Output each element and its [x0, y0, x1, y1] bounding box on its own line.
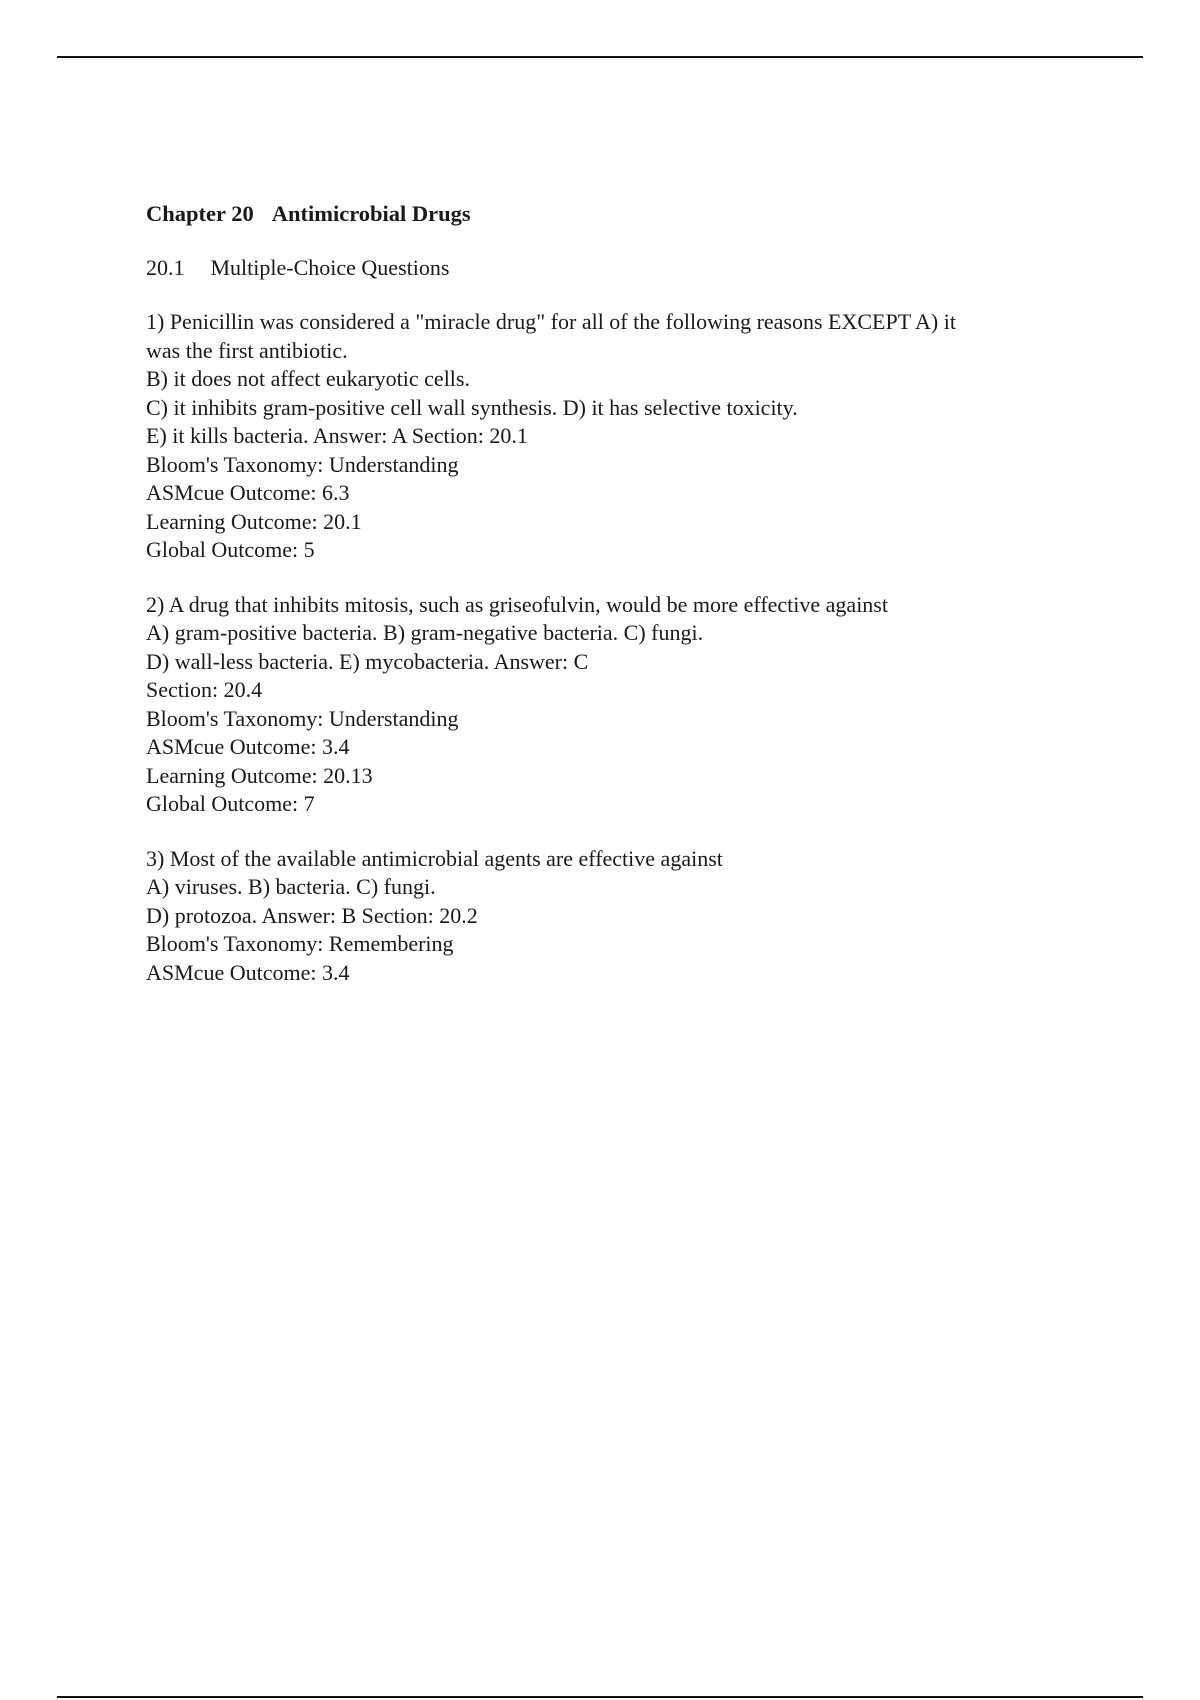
question-line: A) gram-positive bacteria. B) gram-negative bacteria. C) fungi.: [146, 620, 704, 645]
section-title: [146, 254, 1066, 282]
section-number: 20.1: [146, 255, 185, 280]
question-line: was the first antibiotic.: [146, 337, 348, 363]
top-rule: [57, 56, 1143, 58]
chapter-number: Chapter 20: [146, 201, 254, 226]
question-line: Bloom's Taxonomy: Understanding: [146, 705, 459, 731]
question-line: E) it kills bacteria. Answer: A Section: 20.1: [146, 423, 528, 448]
question-line: ASMcue Outcome: 3.4: [146, 734, 350, 759]
document-body: [146, 200, 1066, 987]
question-line: B) it does not affect eukaryotic cells.: [146, 366, 470, 391]
question-line: Section: 20.4: [146, 677, 263, 702]
question-line: 1) Penicillin was considered a "miracle drug" for all of the following reasons EXCEPT A) it: [146, 309, 956, 334]
question-line: ASMcue Outcome: 3.4: [146, 959, 350, 985]
question-line: 3) Most of the available antimicrobial agents are effective against: [146, 845, 723, 871]
question-line: D) protozoa. Answer: B Section: 20.2: [146, 902, 478, 928]
chapter-title: [146, 200, 1066, 228]
question-line: 2) A drug that inhibits mitosis, such as griseofulvin, would be more effective against: [146, 591, 888, 617]
question-line: Bloom's Taxonomy: Understanding: [146, 451, 459, 477]
question-line: Bloom's Taxonomy: Remembering: [146, 931, 454, 956]
question-line: Global Outcome: 7: [146, 791, 315, 816]
chapter-name: Antimicrobial Drugs: [271, 201, 471, 226]
section-name: Multiple-Choice Questions: [210, 255, 450, 280]
question-3: [146, 845, 1066, 988]
question-line: Learning Outcome: 20.1: [146, 508, 362, 534]
question-line: D) wall-less bacteria. E) mycobacteria. Answer: C: [146, 648, 589, 674]
question-line: Learning Outcome: 20.13: [146, 762, 373, 788]
question-2: [146, 591, 1066, 819]
question-line: Global Outcome: 5: [146, 537, 315, 562]
question-line: ASMcue Outcome: 6.3: [146, 480, 350, 505]
bottom-rule: [57, 1696, 1143, 1698]
question-line: A) viruses. B) bacteria. C) fungi.: [146, 874, 436, 899]
question-1: [146, 308, 1066, 565]
question-line: C) it inhibits gram-positive cell wall synthesis. D) it has selective toxicity.: [146, 394, 798, 420]
